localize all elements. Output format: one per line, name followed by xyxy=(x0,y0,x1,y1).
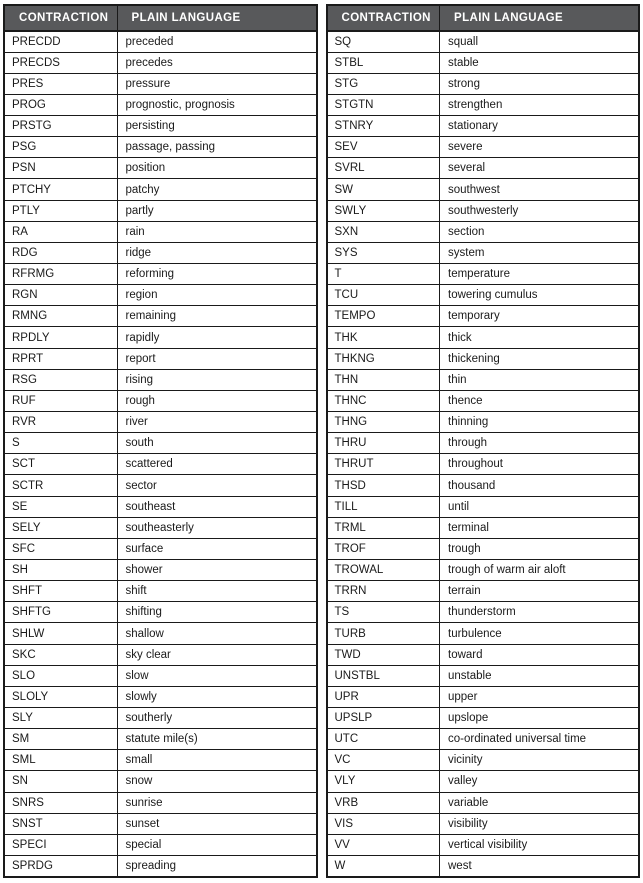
plain-language-cell: towering cumulus xyxy=(440,285,640,306)
plain-language-cell: thick xyxy=(440,327,640,348)
table-row xyxy=(327,73,640,94)
column-header-contraction: CONTRACTION xyxy=(327,5,440,31)
contraction-cell: STG xyxy=(327,73,440,94)
plain-language-cell: upper xyxy=(440,686,640,707)
table-row xyxy=(4,179,317,200)
table-row xyxy=(4,623,317,644)
plain-language-cell: southerly xyxy=(117,708,317,729)
plain-language-cell: passage, passing xyxy=(117,137,317,158)
contraction-cell: RUF xyxy=(4,390,117,411)
plain-language-cell: shower xyxy=(117,560,317,581)
contraction-cell: SHLW xyxy=(4,623,117,644)
table-row xyxy=(4,116,317,137)
contraction-cell: UPR xyxy=(327,686,440,707)
table-row xyxy=(327,116,640,137)
contraction-cell: UTC xyxy=(327,729,440,750)
plain-language-cell: trough xyxy=(440,538,640,559)
contraction-cell: SM xyxy=(4,729,117,750)
plain-language-cell: co-ordinated universal time xyxy=(440,729,640,750)
plain-language-cell: shallow xyxy=(117,623,317,644)
table-row xyxy=(327,581,640,602)
plain-language-cell: rough xyxy=(117,390,317,411)
table-row xyxy=(4,581,317,602)
contraction-cell: THSD xyxy=(327,475,440,496)
contraction-cell: TEMPO xyxy=(327,306,440,327)
contraction-cell: PROG xyxy=(4,94,117,115)
plain-language-cell: stationary xyxy=(440,116,640,137)
plain-language-cell: vertical visibility xyxy=(440,834,640,855)
table-row xyxy=(327,813,640,834)
contraction-cell: VV xyxy=(327,834,440,855)
plain-language-cell: west xyxy=(440,855,640,877)
table-header-left xyxy=(4,5,317,31)
plain-language-cell: thence xyxy=(440,390,640,411)
contractions-table-left xyxy=(3,4,318,878)
table-row xyxy=(327,264,640,285)
contraction-cell: SNST xyxy=(4,813,117,834)
table-row xyxy=(327,158,640,179)
table-row xyxy=(4,137,317,158)
contraction-cell: STNRY xyxy=(327,116,440,137)
table-row xyxy=(4,560,317,581)
plain-language-cell: thinning xyxy=(440,412,640,433)
contraction-cell: VLY xyxy=(327,771,440,792)
contraction-cell: SWLY xyxy=(327,200,440,221)
table-row xyxy=(4,306,317,327)
contraction-cell: PTCHY xyxy=(4,179,117,200)
plain-language-cell: ridge xyxy=(117,242,317,263)
contraction-cell: RPRT xyxy=(4,348,117,369)
plain-language-cell: upslope xyxy=(440,708,640,729)
plain-language-cell: preceded xyxy=(117,31,317,52)
table-row xyxy=(327,390,640,411)
plain-language-cell: surface xyxy=(117,538,317,559)
contraction-cell: THNG xyxy=(327,412,440,433)
plain-language-cell: southwest xyxy=(440,179,640,200)
plain-language-cell: small xyxy=(117,750,317,771)
contraction-cell: RGN xyxy=(4,285,117,306)
table-row xyxy=(4,792,317,813)
contraction-cell: UNSTBL xyxy=(327,665,440,686)
plain-language-cell: strengthen xyxy=(440,94,640,115)
plain-language-cell: turbulence xyxy=(440,623,640,644)
contraction-cell: SCTR xyxy=(4,475,117,496)
table-row xyxy=(327,729,640,750)
table-row xyxy=(327,475,640,496)
contraction-cell: SNRS xyxy=(4,792,117,813)
plain-language-cell: strong xyxy=(440,73,640,94)
table-row xyxy=(4,52,317,73)
plain-language-cell: terrain xyxy=(440,581,640,602)
table-row xyxy=(327,242,640,263)
plain-language-cell: scattered xyxy=(117,454,317,475)
contraction-cell: RSG xyxy=(4,369,117,390)
table-body-right xyxy=(327,31,640,877)
table-row xyxy=(327,792,640,813)
table-row xyxy=(4,221,317,242)
plain-language-cell: sky clear xyxy=(117,644,317,665)
contraction-cell: SELY xyxy=(4,517,117,538)
plain-language-cell: rising xyxy=(117,369,317,390)
plain-language-cell: special xyxy=(117,834,317,855)
contraction-cell: TROF xyxy=(327,538,440,559)
plain-language-cell: sector xyxy=(117,475,317,496)
table-row xyxy=(327,623,640,644)
plain-language-cell: river xyxy=(117,412,317,433)
contraction-cell: THKNG xyxy=(327,348,440,369)
table-row xyxy=(327,855,640,877)
table-row xyxy=(327,306,640,327)
table-row xyxy=(4,390,317,411)
contraction-cell: UPSLP xyxy=(327,708,440,729)
contraction-cell: THK xyxy=(327,327,440,348)
table-row xyxy=(327,496,640,517)
plain-language-cell: unstable xyxy=(440,665,640,686)
table-row xyxy=(4,538,317,559)
table-row xyxy=(327,137,640,158)
table-row xyxy=(327,221,640,242)
table-row xyxy=(4,73,317,94)
plain-language-cell: thunderstorm xyxy=(440,602,640,623)
table-header-right xyxy=(327,5,640,31)
contraction-cell: PRES xyxy=(4,73,117,94)
plain-language-cell: remaining xyxy=(117,306,317,327)
contraction-cell: SPRDG xyxy=(4,855,117,877)
plain-language-cell: squall xyxy=(440,31,640,52)
table-row xyxy=(327,179,640,200)
table-row xyxy=(4,158,317,179)
contraction-cell: STGTN xyxy=(327,94,440,115)
contraction-cell: PRECDD xyxy=(4,31,117,52)
table-row xyxy=(4,813,317,834)
plain-language-cell: variable xyxy=(440,792,640,813)
plain-language-cell: rapidly xyxy=(117,327,317,348)
plain-language-cell: position xyxy=(117,158,317,179)
plain-language-cell: terminal xyxy=(440,517,640,538)
table-row xyxy=(327,200,640,221)
contraction-cell: PTLY xyxy=(4,200,117,221)
table-row xyxy=(4,369,317,390)
table-row xyxy=(4,729,317,750)
contraction-cell: SN xyxy=(4,771,117,792)
plain-language-cell: slowly xyxy=(117,686,317,707)
plain-language-cell: temporary xyxy=(440,306,640,327)
contraction-cell: SE xyxy=(4,496,117,517)
contraction-cell: W xyxy=(327,855,440,877)
plain-language-cell: shift xyxy=(117,581,317,602)
contraction-cell: SHFTG xyxy=(4,602,117,623)
table-row xyxy=(327,285,640,306)
contraction-cell: SLO xyxy=(4,665,117,686)
plain-language-cell: southeast xyxy=(117,496,317,517)
plain-language-cell: temperature xyxy=(440,264,640,285)
contraction-cell: PSG xyxy=(4,137,117,158)
plain-language-cell: persisting xyxy=(117,116,317,137)
contraction-cell: THNC xyxy=(327,390,440,411)
contraction-cell: TURB xyxy=(327,623,440,644)
table-row xyxy=(327,433,640,454)
table-row xyxy=(327,644,640,665)
plain-language-cell: reforming xyxy=(117,264,317,285)
contraction-cell: TCU xyxy=(327,285,440,306)
table-row xyxy=(4,285,317,306)
contraction-cell: PRSTG xyxy=(4,116,117,137)
table-row xyxy=(4,665,317,686)
plain-language-cell: southeasterly xyxy=(117,517,317,538)
contraction-cell: RVR xyxy=(4,412,117,433)
plain-language-cell: severe xyxy=(440,137,640,158)
table-row xyxy=(327,454,640,475)
plain-language-cell: section xyxy=(440,221,640,242)
contraction-cell: SQ xyxy=(327,31,440,52)
contraction-cell: VIS xyxy=(327,813,440,834)
table-row xyxy=(4,750,317,771)
table-row xyxy=(327,771,640,792)
plain-language-cell: spreading xyxy=(117,855,317,877)
contraction-cell: PSN xyxy=(4,158,117,179)
table-row xyxy=(4,94,317,115)
contraction-cell: SHFT xyxy=(4,581,117,602)
plain-language-cell: system xyxy=(440,242,640,263)
table-row xyxy=(4,200,317,221)
contraction-cell: RA xyxy=(4,221,117,242)
plain-language-cell: prognostic, prognosis xyxy=(117,94,317,115)
table-row xyxy=(327,517,640,538)
table-row xyxy=(327,31,640,52)
table-row xyxy=(327,538,640,559)
contraction-cell: T xyxy=(327,264,440,285)
table-row xyxy=(327,348,640,369)
plain-language-cell: south xyxy=(117,433,317,454)
plain-language-cell: slow xyxy=(117,665,317,686)
contraction-cell: TRRN xyxy=(327,581,440,602)
plain-language-cell: toward xyxy=(440,644,640,665)
table-row xyxy=(4,855,317,877)
table-row xyxy=(4,242,317,263)
table-row xyxy=(4,834,317,855)
column-header-plain-language: PLAIN LANGUAGE xyxy=(117,5,317,31)
contraction-cell: SKC xyxy=(4,644,117,665)
table-row xyxy=(4,475,317,496)
table-row xyxy=(4,517,317,538)
plain-language-cell: visibility xyxy=(440,813,640,834)
table-row xyxy=(327,52,640,73)
contraction-cell: THN xyxy=(327,369,440,390)
contraction-cell: RPDLY xyxy=(4,327,117,348)
table-row xyxy=(327,412,640,433)
table-row xyxy=(327,369,640,390)
table-row xyxy=(327,708,640,729)
plain-language-cell: partly xyxy=(117,200,317,221)
table-row xyxy=(4,412,317,433)
plain-language-cell: trough of warm air aloft xyxy=(440,560,640,581)
contraction-cell: RDG xyxy=(4,242,117,263)
contraction-cell: S xyxy=(4,433,117,454)
table-row xyxy=(4,348,317,369)
plain-language-cell: rain xyxy=(117,221,317,242)
contraction-cell: SVRL xyxy=(327,158,440,179)
plain-language-cell: throughout xyxy=(440,454,640,475)
contraction-cell: RFRMG xyxy=(4,264,117,285)
table-row xyxy=(4,771,317,792)
contraction-cell: TWD xyxy=(327,644,440,665)
plain-language-cell: region xyxy=(117,285,317,306)
plain-language-cell: stable xyxy=(440,52,640,73)
contraction-cell: SW xyxy=(327,179,440,200)
contractions-table-right xyxy=(326,4,641,878)
contraction-cell: SFC xyxy=(4,538,117,559)
table-row xyxy=(327,750,640,771)
contraction-cell: SML xyxy=(4,750,117,771)
plain-language-cell: sunrise xyxy=(117,792,317,813)
plain-language-cell: valley xyxy=(440,771,640,792)
contraction-cell: RMNG xyxy=(4,306,117,327)
contraction-cell: SXN xyxy=(327,221,440,242)
table-row xyxy=(4,31,317,52)
contraction-cell: PRECDS xyxy=(4,52,117,73)
plain-language-cell: through xyxy=(440,433,640,454)
plain-language-cell: snow xyxy=(117,771,317,792)
table-row xyxy=(4,327,317,348)
plain-language-cell: patchy xyxy=(117,179,317,200)
table-row xyxy=(4,686,317,707)
table-row xyxy=(327,665,640,686)
plain-language-cell: southwesterly xyxy=(440,200,640,221)
plain-language-cell: report xyxy=(117,348,317,369)
plain-language-cell: pressure xyxy=(117,73,317,94)
table-row xyxy=(327,560,640,581)
contraction-cell: SYS xyxy=(327,242,440,263)
table-row xyxy=(4,602,317,623)
plain-language-cell: thin xyxy=(440,369,640,390)
table-row xyxy=(4,708,317,729)
table-row xyxy=(4,433,317,454)
header-row xyxy=(4,5,317,31)
table-row xyxy=(327,686,640,707)
table-row xyxy=(4,644,317,665)
plain-language-cell: vicinity xyxy=(440,750,640,771)
table-row xyxy=(4,264,317,285)
table-body-left xyxy=(4,31,317,877)
plain-language-cell: precedes xyxy=(117,52,317,73)
table-row xyxy=(4,454,317,475)
contraction-cell: SEV xyxy=(327,137,440,158)
plain-language-cell: until xyxy=(440,496,640,517)
contraction-cell: SCT xyxy=(4,454,117,475)
contraction-cell: THRU xyxy=(327,433,440,454)
plain-language-cell: several xyxy=(440,158,640,179)
header-row xyxy=(327,5,640,31)
plain-language-cell: sunset xyxy=(117,813,317,834)
table-row xyxy=(327,602,640,623)
contraction-cell: VRB xyxy=(327,792,440,813)
column-header-plain-language: PLAIN LANGUAGE xyxy=(440,5,640,31)
plain-language-cell: shifting xyxy=(117,602,317,623)
table-row xyxy=(4,496,317,517)
plain-language-cell: statute mile(s) xyxy=(117,729,317,750)
contraction-cell: TRML xyxy=(327,517,440,538)
plain-language-cell: thousand xyxy=(440,475,640,496)
table-row xyxy=(327,94,640,115)
plain-language-cell: thickening xyxy=(440,348,640,369)
table-row xyxy=(327,327,640,348)
contraction-cell: TILL xyxy=(327,496,440,517)
contraction-cell: SH xyxy=(4,560,117,581)
contraction-cell: VC xyxy=(327,750,440,771)
contraction-cell: SLY xyxy=(4,708,117,729)
contraction-cell: TROWAL xyxy=(327,560,440,581)
contraction-cell: THRUT xyxy=(327,454,440,475)
contraction-cell: SPECI xyxy=(4,834,117,855)
contraction-cell: TS xyxy=(327,602,440,623)
table-row xyxy=(327,834,640,855)
column-header-contraction: CONTRACTION xyxy=(4,5,117,31)
contraction-cell: SLOLY xyxy=(4,686,117,707)
contraction-cell: STBL xyxy=(327,52,440,73)
